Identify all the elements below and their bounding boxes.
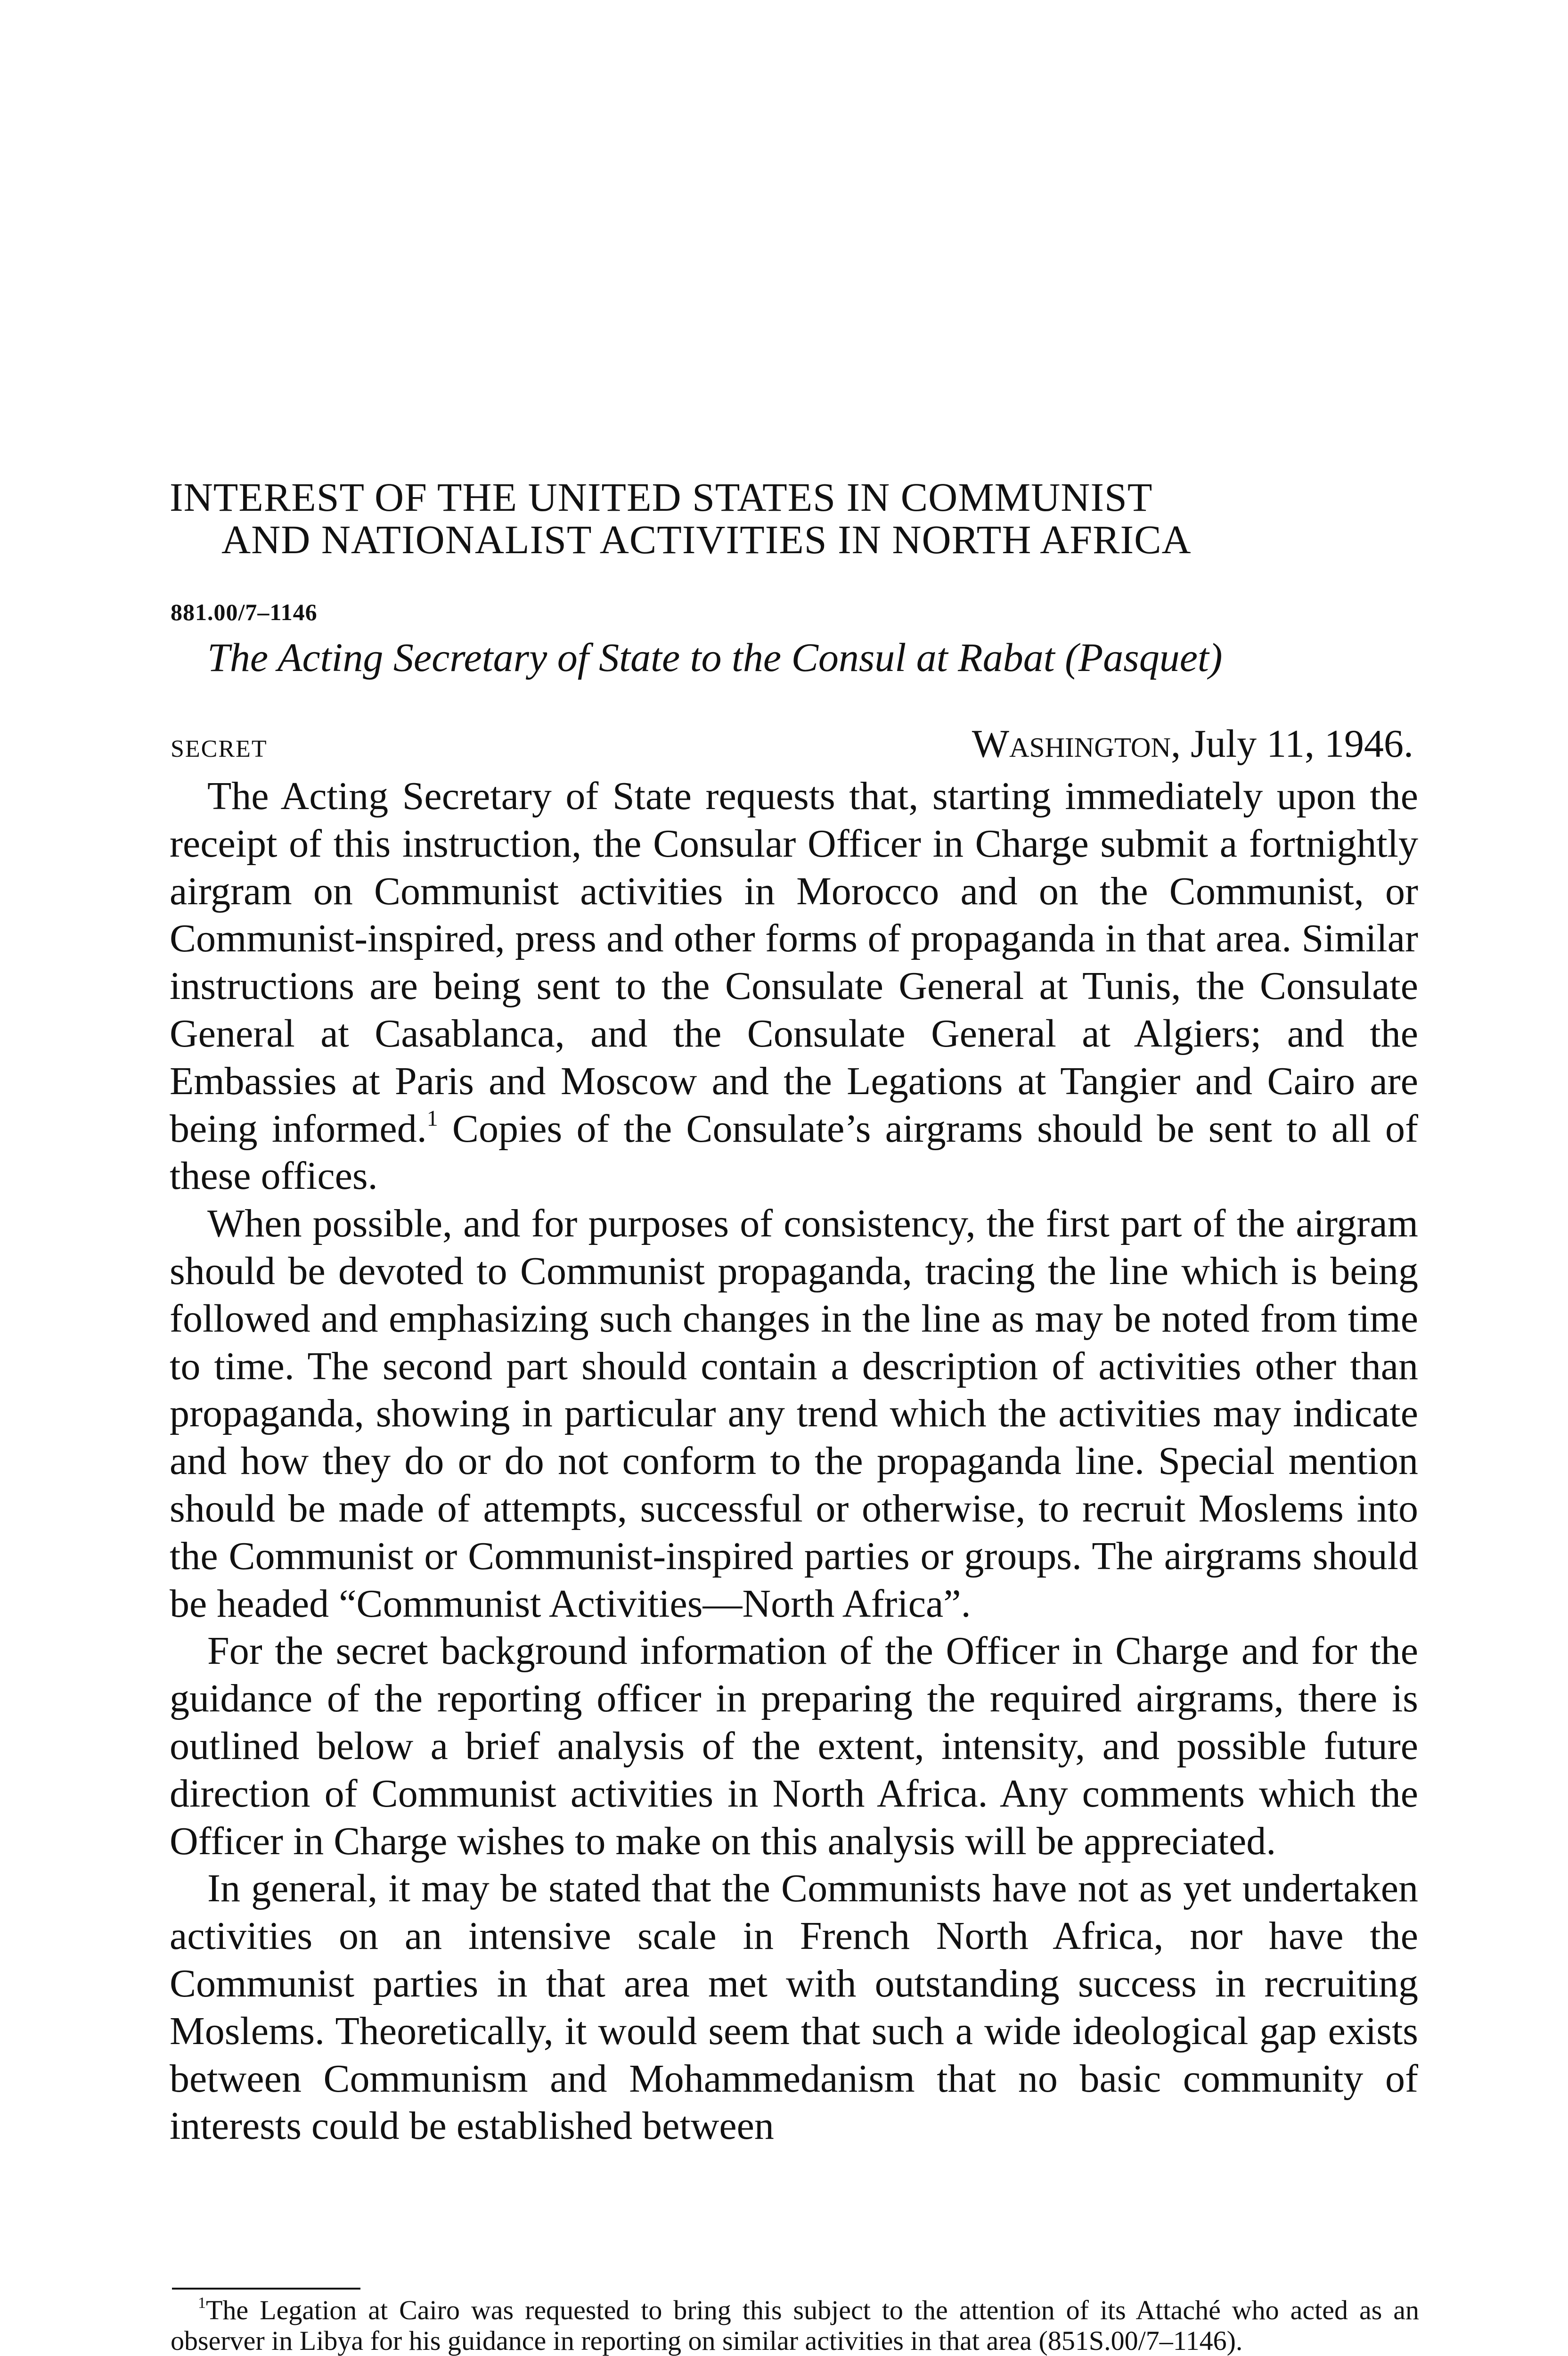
file-number: 881.00/7–1146	[171, 599, 318, 625]
classification-marking: SECRET	[171, 736, 268, 762]
title-line-2: AND NATIONALIST ACTIVITIES IN NORTH AFRICA	[221, 517, 1192, 562]
footnote-reference: 1	[426, 1105, 438, 1131]
paragraph-3: For the secret background information of the Officer in Charge and for the guidance of the reporting officer in preparing the required airgrams, there is outlined below a brief analysis of the extent, intensity, and possible future direction of Communist activities in North Africa. Any comments which the Officer in Charge wishes to make on this analysis will be appreciated.	[170, 1629, 1418, 1863]
paragraph-1-tail: Copies of the Consulate’s airgrams should be sent to all of these offices.	[170, 1106, 1418, 1198]
dateline: Washington, July 11, 1946.	[972, 722, 1413, 766]
body-text	[170, 773, 1418, 2150]
footnote-divider	[172, 2288, 360, 2290]
dateline-place: Washington	[972, 722, 1171, 766]
paragraph-1	[170, 773, 1418, 1200]
title-line-1: INTEREST OF THE UNITED STATES IN COMMUNIST	[170, 474, 1153, 520]
dateline-date: July 11, 1946.	[1191, 722, 1413, 766]
paragraph-1-text: The Acting Secretary of State requests that, starting immediately upon the receipt of this instruction, the Consular Officer in Charge submit a fortnightly airgram on Communist activities in Morocco and on the Communist, or Communist-inspired, press and other forms of propaganda in that area. Similar instructions are being sent to the Consulate General at Tunis, the Consulate General at Casablanca, and the Consulate General at Algiers; and the Embassies at Paris and Moscow and the Legations at Tangier and Cairo are being informed.	[170, 774, 1418, 1151]
footnote	[171, 2295, 1419, 2356]
footnote-marker: 1	[198, 2294, 206, 2312]
document-heading: The Acting Secretary of State to the Consul at Rabat (Pasquet)	[207, 635, 1223, 680]
footnote-text: The Legation at Cairo was requested to bring this subject to the attention of its Attaché who acted as an observer in Libya for his guidance in reporting on similar activities in that area (851S.00/7–1146).	[171, 2295, 1419, 2356]
footnote-text-block	[171, 2295, 1419, 2356]
paragraph-4: In general, it may be stated that the Communists have not as yet undertaken activities on an intensive scale in French North Africa, nor have the Communist parties in that area met with outstanding success in recruiting Moslems. Theoretically, it would seem that such a wide ideological gap exists between Communism and Mohammedanism that no basic community of interests could be established between	[170, 1866, 1418, 2148]
paragraph-2: When possible, and for purposes of consistency, the first part of the airgram should be devoted to Communist propaganda, tracing the line which is being followed and emphasizing such changes in the line as may be noted from time to time. The second part should contain a description of activities other than propaganda, showing in particular any trend which the activities may indicate and how they do or do not conform to the propaganda line. Special mention should be made of attempts, successful or otherwise, to recruit Moslems into the Communist or Communist-inspired parties or groups. The airgrams should be headed “Communist Activities—North Africa”.	[170, 1202, 1418, 1626]
